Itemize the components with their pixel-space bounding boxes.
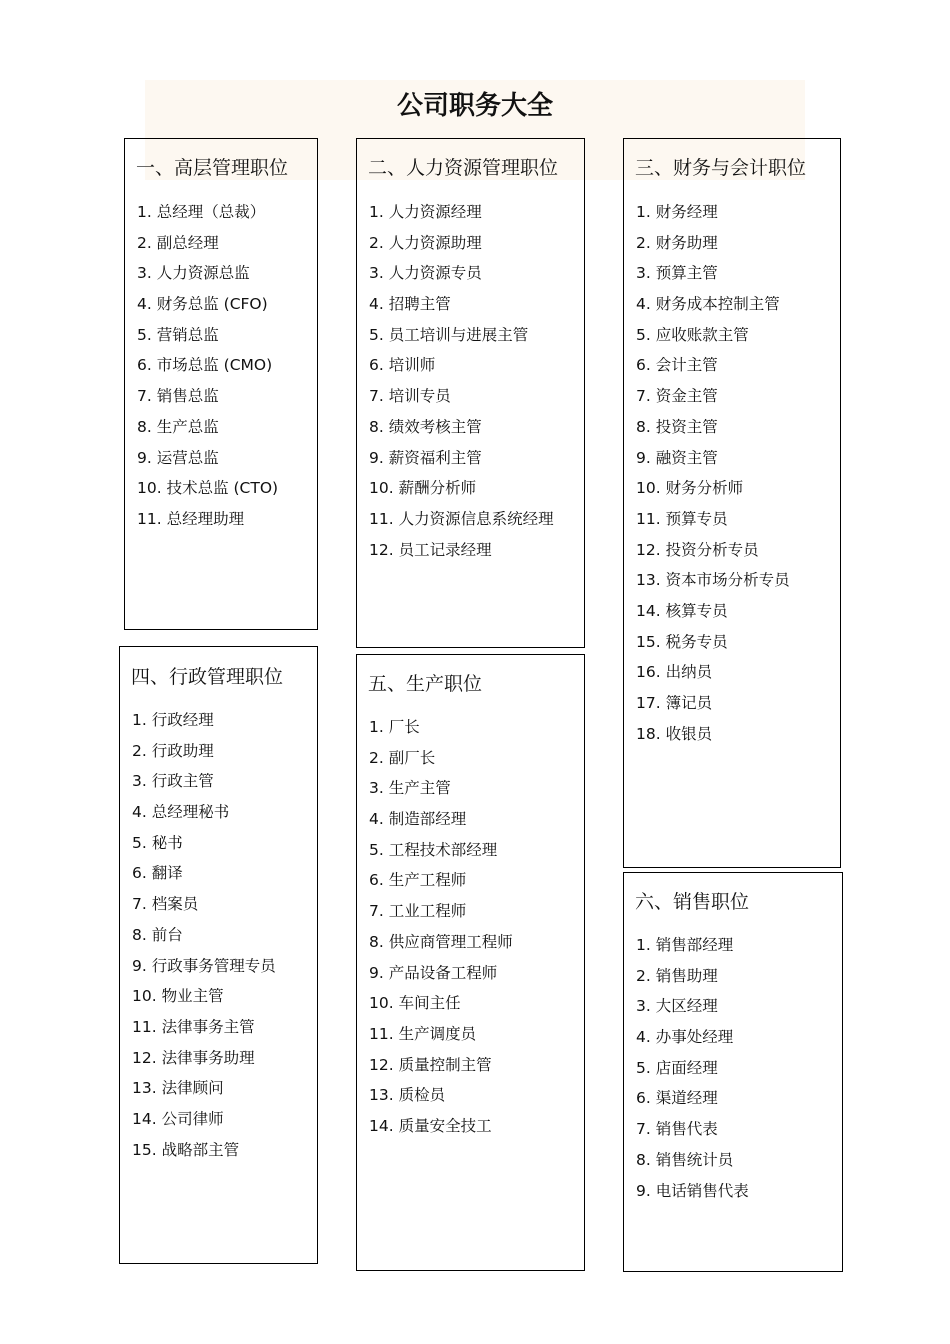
list-item: 2. 人力资源助理 bbox=[369, 233, 482, 252]
list-item: 9. 运营总监 bbox=[137, 448, 219, 467]
list-item: 1. 人力资源经理 bbox=[369, 203, 482, 221]
section-heading: 二、人力资源管理职位 bbox=[368, 157, 559, 179]
section-heading: 五、生产职位 bbox=[368, 673, 483, 695]
list-item: 13. 资本市场分析专员 bbox=[636, 571, 790, 590]
list-item: 7. 档案员 bbox=[132, 895, 199, 914]
list-item: 9. 融资主管 bbox=[636, 448, 718, 467]
list-item: 11. 法律事务主管 bbox=[132, 1017, 255, 1036]
list-item: 8. 销售统计员 bbox=[636, 1150, 734, 1169]
list-item: 14. 核算专员 bbox=[636, 601, 728, 620]
list-item: 5. 店面经理 bbox=[636, 1058, 718, 1077]
list-item: 11. 总经理助理 bbox=[137, 509, 245, 528]
list-item: 13. 质检员 bbox=[369, 1086, 446, 1105]
list-item: 3. 人力资源总监 bbox=[137, 264, 250, 283]
list-item: 2. 销售助理 bbox=[636, 966, 718, 985]
list-item: 14. 质量安全技工 bbox=[369, 1116, 492, 1135]
list-item: 13. 法律顾问 bbox=[132, 1079, 224, 1098]
list-item: 2. 行政助理 bbox=[132, 741, 214, 760]
list-item: 7. 培训专员 bbox=[369, 387, 451, 406]
list-item: 5. 应收账款主管 bbox=[636, 325, 749, 344]
list-item: 14. 公司律师 bbox=[132, 1109, 224, 1128]
list-item: 7. 销售总监 bbox=[137, 387, 219, 406]
section-heading: 三、财务与会计职位 bbox=[635, 157, 807, 179]
job-list bbox=[132, 705, 276, 1165]
list-item: 5. 员工培训与进展主管 bbox=[369, 325, 529, 344]
list-item: 16. 出纳员 bbox=[636, 663, 713, 682]
list-item: 4. 总经理秘书 bbox=[132, 803, 230, 822]
list-item: 3. 行政主管 bbox=[132, 772, 214, 791]
section-senior-management bbox=[124, 138, 318, 630]
list-item: 3. 生产主管 bbox=[369, 779, 451, 798]
job-list bbox=[636, 197, 790, 749]
list-item: 5. 秘书 bbox=[132, 833, 183, 852]
list-item: 8. 供应商管理工程师 bbox=[369, 932, 513, 951]
list-item: 4. 财务总监 (CFO) bbox=[137, 295, 268, 314]
list-item: 9. 产品设备工程师 bbox=[369, 963, 498, 982]
list-item: 9. 行政事务管理专员 bbox=[132, 956, 276, 975]
list-item: 11. 预算专员 bbox=[636, 509, 728, 528]
list-item: 12. 法律事务助理 bbox=[132, 1048, 255, 1067]
section-heading: 四、行政管理职位 bbox=[131, 666, 284, 688]
list-item: 7. 工业工程师 bbox=[369, 902, 467, 921]
list-item: 3. 大区经理 bbox=[636, 997, 718, 1016]
list-item: 8. 前台 bbox=[132, 925, 183, 944]
list-item: 18. 收银员 bbox=[636, 724, 713, 743]
list-item: 1. 总经理（总裁） bbox=[137, 203, 266, 221]
list-item: 15. 战略部主管 bbox=[132, 1140, 240, 1159]
section-production bbox=[356, 654, 585, 1271]
list-item: 9. 电话销售代表 bbox=[636, 1181, 749, 1200]
list-item: 4. 办事处经理 bbox=[636, 1028, 734, 1047]
list-item: 3. 预算主管 bbox=[636, 264, 718, 283]
list-item: 11. 生产调度员 bbox=[369, 1024, 477, 1043]
job-list bbox=[369, 197, 554, 565]
list-item: 12. 投资分析专员 bbox=[636, 540, 759, 559]
list-item: 5. 工程技术部经理 bbox=[369, 840, 498, 859]
list-item: 8. 生产总监 bbox=[137, 417, 219, 436]
list-item: 17. 簿记员 bbox=[636, 694, 713, 712]
section-heading: 六、销售职位 bbox=[635, 891, 750, 913]
list-item: 9. 薪资福利主管 bbox=[369, 448, 482, 467]
list-item: 7. 销售代表 bbox=[636, 1120, 718, 1139]
section-administration bbox=[119, 646, 318, 1264]
list-item: 12. 质量控制主管 bbox=[369, 1055, 492, 1074]
list-item: 3. 人力资源专员 bbox=[369, 264, 482, 283]
list-item: 1. 财务经理 bbox=[636, 203, 718, 221]
list-item: 4. 招聘主管 bbox=[369, 295, 451, 314]
list-item: 6. 翻译 bbox=[132, 864, 183, 883]
list-item: 10. 财务分析师 bbox=[636, 479, 744, 498]
page-title: 公司职务大全 bbox=[396, 91, 553, 121]
list-item: 6. 市场总监 (CMO) bbox=[137, 356, 273, 375]
list-item: 1. 厂长 bbox=[369, 718, 420, 736]
list-item: 6. 培训师 bbox=[369, 356, 436, 375]
job-list bbox=[137, 197, 278, 535]
list-item: 5. 营销总监 bbox=[137, 325, 219, 344]
list-item: 12. 员工记录经理 bbox=[369, 540, 492, 559]
list-item: 11. 人力资源信息系统经理 bbox=[369, 509, 554, 528]
list-item: 7. 资金主管 bbox=[636, 387, 718, 406]
list-item: 2. 财务助理 bbox=[636, 233, 718, 252]
list-item: 6. 生产工程师 bbox=[369, 871, 467, 890]
list-item: 8. 投资主管 bbox=[636, 417, 718, 436]
list-item: 10. 技术总监 (CTO) bbox=[137, 479, 279, 498]
list-item: 2. 副厂长 bbox=[369, 748, 436, 767]
job-list bbox=[636, 930, 749, 1206]
list-item: 6. 会计主管 bbox=[636, 356, 718, 375]
list-item: 10. 车间主任 bbox=[369, 994, 461, 1013]
list-item: 10. 薪酬分析师 bbox=[369, 479, 477, 498]
list-item: 1. 行政经理 bbox=[132, 711, 214, 729]
section-finance-accounting bbox=[623, 138, 841, 868]
list-item: 4. 财务成本控制主管 bbox=[636, 295, 780, 314]
list-item: 10. 物业主管 bbox=[132, 987, 224, 1006]
section-hr-management bbox=[356, 138, 585, 648]
list-item: 6. 渠道经理 bbox=[636, 1089, 718, 1108]
list-item: 15. 税务专员 bbox=[636, 632, 728, 651]
section-sales bbox=[623, 872, 843, 1272]
list-item: 2. 副总经理 bbox=[137, 233, 219, 252]
list-item: 1. 销售部经理 bbox=[636, 936, 734, 954]
list-item: 4. 制造部经理 bbox=[369, 810, 467, 829]
job-list bbox=[369, 712, 513, 1142]
list-item: 8. 绩效考核主管 bbox=[369, 417, 482, 436]
section-heading: 一、高层管理职位 bbox=[136, 157, 289, 179]
